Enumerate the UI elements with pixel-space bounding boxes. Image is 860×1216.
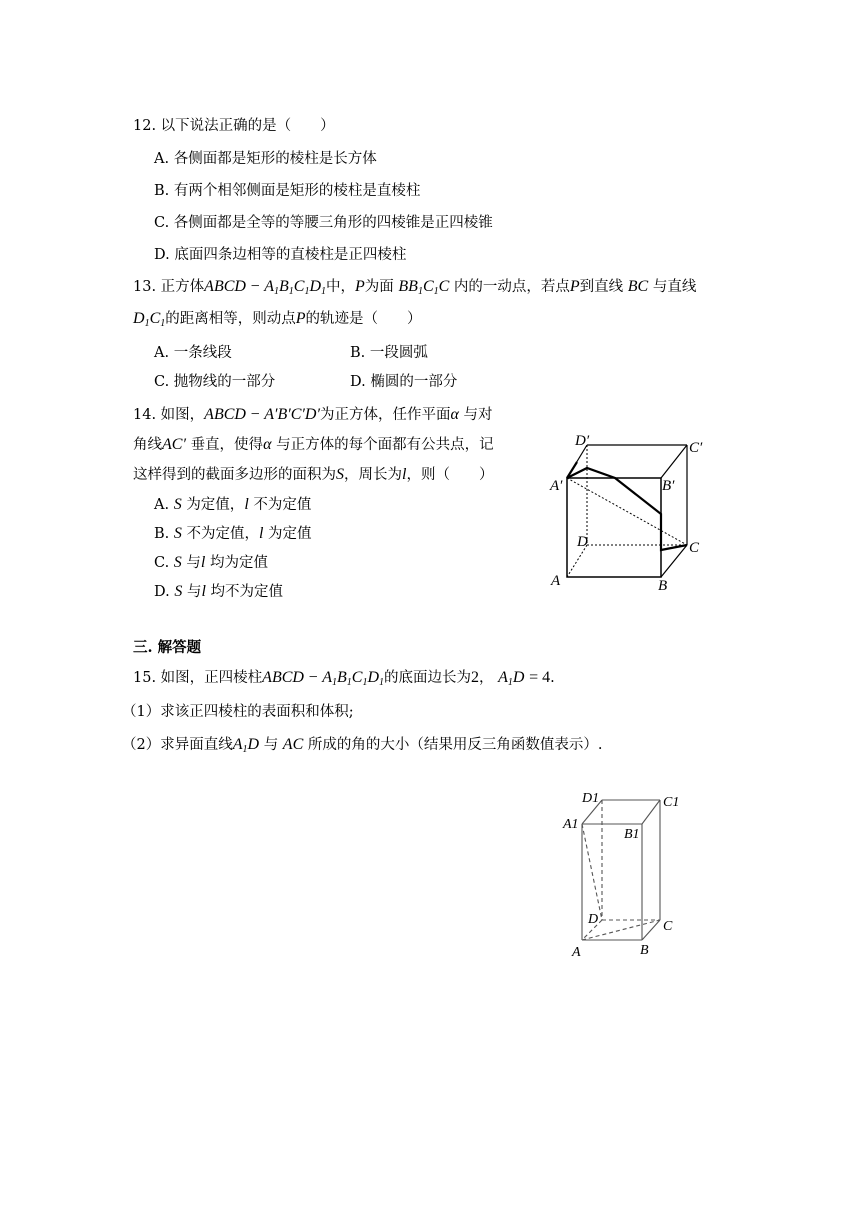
q15-prism-figure — [560, 788, 690, 963]
fig15-label-c1: C1 — [663, 795, 680, 810]
fig14-label-a: A — [551, 573, 561, 589]
fig14-label-dprime: D′ — [575, 433, 590, 449]
q14-stem-line3: 这样得到的截面多边形的面积为S，周长为l，则（ ） — [133, 466, 494, 483]
q14-option-b: B. S 不为定值，l 为定值 — [154, 525, 312, 542]
q14-stem-line2: 角线AC′ 垂直，使得α 与正方体的每个面都有公共点，记 — [133, 436, 494, 453]
q13-stem-line2: $D_1C_1$的距离相等，则动点P的轨迹是（ ） — [133, 310, 422, 329]
q13-option-c: C. 抛物线的一部分 — [154, 374, 276, 390]
q13-option-b: B. 一段圆弧 — [350, 345, 428, 361]
q12-option-b: B. 有两个相邻侧面是矩形的棱柱是直棱柱 — [154, 183, 421, 199]
fig15-label-b: B — [640, 943, 649, 958]
q12-option-a: A. 各侧面都是矩形的棱柱是长方体 — [154, 151, 377, 167]
fig14-label-aprime: A′ — [550, 478, 563, 494]
fig14-label-b: B — [658, 578, 668, 594]
q14-cube-figure — [545, 430, 715, 600]
q15-stem: 15. 如图，正四棱柱ABCD − $A_1B_1C_1D_1$的底面边长为2， $A_1D = 4$. — [133, 669, 555, 688]
q15-part2: （2）求异面直线$A_1D$ 与 AC 所成的角的大小（结果用反三角函数值表示）. — [122, 736, 603, 755]
fig15-label-d: D — [588, 912, 599, 927]
fig14-label-d: D — [577, 534, 588, 550]
q12-option-d: D. 底面四条边相等的直棱柱是正四棱柱 — [154, 247, 407, 263]
fig14-label-c: C — [689, 540, 700, 556]
q14-stem-line1: 14. 如图，ABCD − A′B′C′D′为正方体，任作平面α 与对 — [133, 406, 493, 423]
q13-option-d: D. 椭圆的一部分 — [350, 374, 458, 390]
q12-option-c: C. 各侧面都是全等的等腰三角形的四棱锥是正四棱锥 — [154, 215, 493, 231]
fig15-label-a: A — [572, 945, 581, 960]
section-title: 三. 解答题 — [133, 639, 202, 656]
q14-option-c: C. S 与l 均为定值 — [154, 554, 268, 571]
fig14-label-cprime: C′ — [689, 440, 703, 456]
fig15-label-c: C — [663, 919, 673, 934]
q13-stem-line1: 13. 正方体ABCD − $A_1B_1C_1D_1$中，P为面 $BB_1C_1C$ 内的一动点，若点P到直线 BC 与直线 — [133, 278, 697, 297]
q13-option-a: A. 一条线段 — [154, 345, 232, 361]
q15-part1: （1）求该正四棱柱的表面积和体积; — [122, 704, 354, 720]
q14-option-a: A. S 为定值，l 不为定值 — [154, 496, 312, 513]
q14-option-d: D. S 与l 均不为定值 — [154, 583, 283, 600]
fig14-label-bprime: B′ — [662, 478, 675, 494]
fig15-label-d1: D1 — [582, 791, 600, 806]
q12-stem: 12. 以下说法正确的是（ ） — [133, 118, 335, 134]
fig15-label-b1: B1 — [624, 827, 640, 842]
fig15-label-a1: A1 — [563, 817, 579, 832]
